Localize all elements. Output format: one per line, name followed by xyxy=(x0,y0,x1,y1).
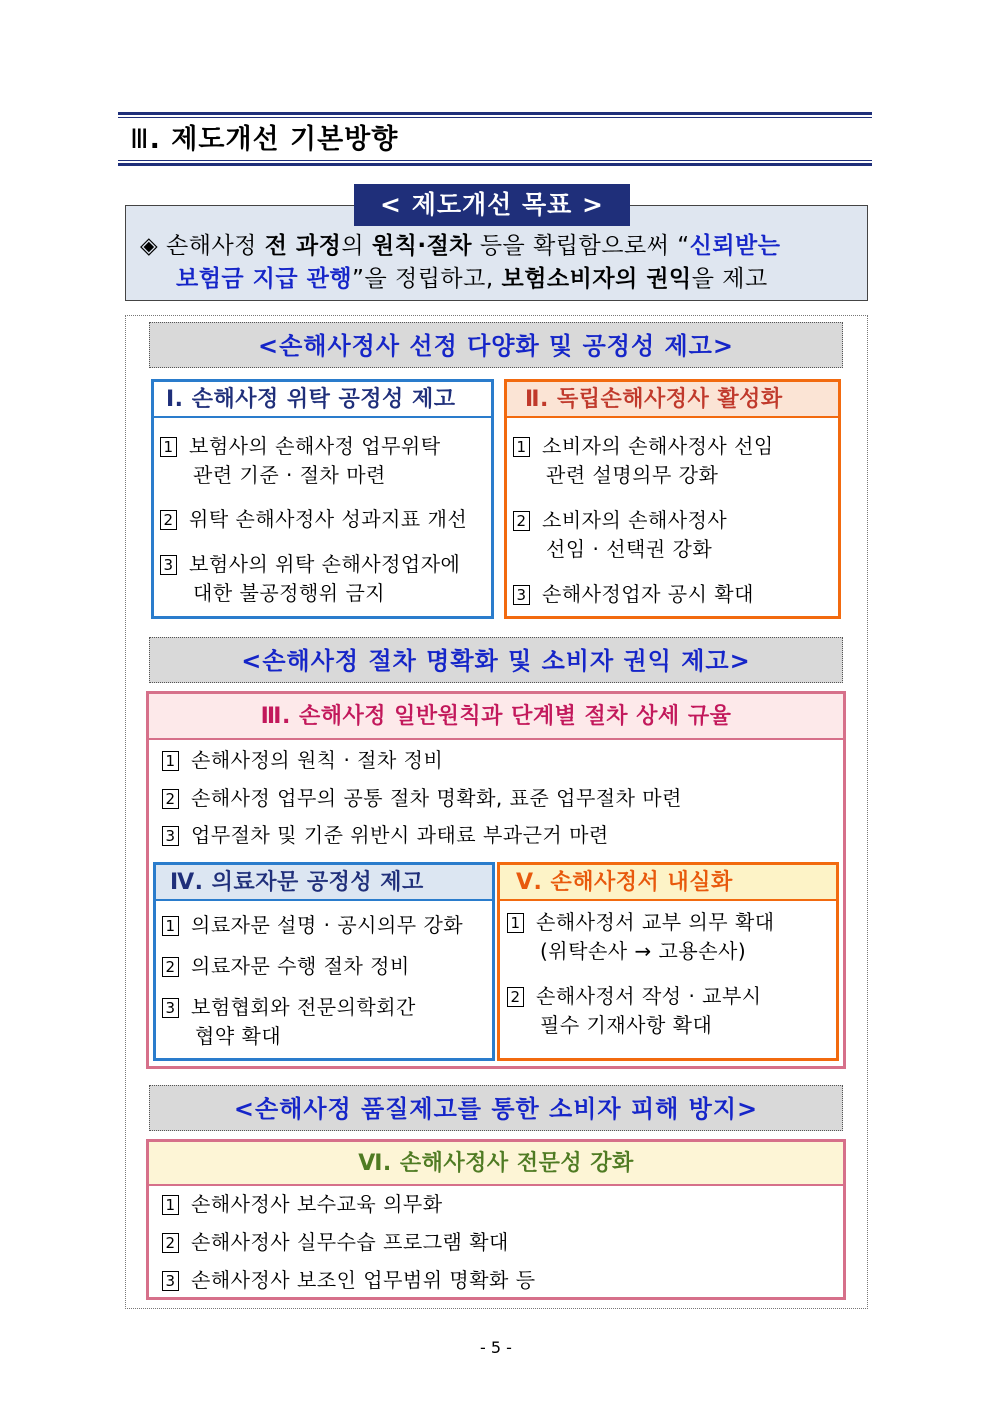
item-number: 2 xyxy=(162,957,179,977)
page-title xyxy=(130,120,398,160)
item-text: 손해사정서 교부 의무 확대 xyxy=(536,910,775,934)
goal-seg: 손해사정 xyxy=(158,233,265,259)
item-text: 손해사정업자 공시 확대 xyxy=(542,582,754,606)
title-text: . 제도개선 기본방향 xyxy=(149,124,399,155)
item-text: 손해사정사 실무수습 프로그램 확대 xyxy=(191,1230,509,1254)
list-item xyxy=(513,580,754,609)
section-title-2: Ⅱ. 독립손해사정사 활성화 xyxy=(507,382,838,418)
list-item xyxy=(162,911,463,940)
item-number: 1 xyxy=(160,437,177,457)
goal-tag: < 제도개선 목표 > xyxy=(354,184,630,226)
item-number: 2 xyxy=(513,511,530,531)
item-text: 대한 불공정행위 금지 xyxy=(193,581,386,605)
item-number: 3 xyxy=(162,826,179,846)
item-text: 손해사정 업무의 공통 절차 명확화, 표준 업무절차 마련 xyxy=(191,786,682,810)
section-box-4 xyxy=(153,862,495,1061)
goal-highlight: 보험금 지급 관행 xyxy=(176,266,353,292)
goal-seg: 등을 확립함으로써 “ xyxy=(472,233,690,259)
section-title-5: Ⅴ. 손해사정서 내실화 xyxy=(500,865,836,901)
item-text: 보험사의 손해사정 업무위탁 xyxy=(189,434,441,458)
list-item xyxy=(162,746,443,775)
list-item xyxy=(162,952,410,981)
item-text: 관련 기준 · 절차 마련 xyxy=(193,463,386,487)
header-rule-top xyxy=(118,112,872,115)
header-rule-top-thin xyxy=(118,117,872,118)
goal-highlight: 신뢰받는 xyxy=(689,233,781,259)
item-text: 손해사정사 보조인 업무범위 명확화 등 xyxy=(191,1268,536,1292)
section-box-2 xyxy=(504,379,841,619)
header-rule-bottom xyxy=(118,163,872,166)
list-item xyxy=(513,506,727,564)
item-number: 2 xyxy=(162,1233,179,1253)
list-item xyxy=(507,908,775,966)
goal-statement xyxy=(140,230,852,296)
item-number: 2 xyxy=(507,987,524,1007)
item-text: 필수 기재사항 확대 xyxy=(540,1013,713,1037)
item-number: 2 xyxy=(160,510,177,530)
list-item xyxy=(162,1266,536,1295)
section-title-6: Ⅵ. 손해사정사 전문성 강화 xyxy=(149,1142,843,1186)
item-number: 1 xyxy=(162,751,179,771)
category-bar-1: <손해사정사 선정 다양화 및 공정성 제고> xyxy=(149,322,843,368)
goal-seg: 의 xyxy=(341,233,372,259)
section-title-1: Ⅰ. 손해사정 위탁 공정성 제고 xyxy=(154,382,491,418)
page-number: - 5 - xyxy=(480,1338,512,1357)
list-item xyxy=(162,1190,443,1219)
section-box-6 xyxy=(146,1139,846,1300)
list-item xyxy=(507,982,762,1040)
list-item xyxy=(162,784,682,813)
item-text: 선임 · 선택권 강화 xyxy=(546,537,713,561)
list-item xyxy=(162,993,416,1051)
category-bar-2: <손해사정 절차 명확화 및 소비자 권익 제고> xyxy=(149,637,843,683)
item-number: 1 xyxy=(513,437,530,457)
item-text: 보험사의 위탁 손해사정업자에 xyxy=(189,552,461,576)
goal-seg: 을 제고 xyxy=(691,266,768,292)
section-title-3: Ⅲ. 손해사정 일반원칙과 단계별 절차 상세 규율 xyxy=(149,694,843,740)
item-number: 3 xyxy=(513,585,530,605)
diamond-bullet-icon: ◈ xyxy=(140,233,159,259)
section-box-1 xyxy=(151,379,494,619)
item-text: 의료자문 설명 · 공시의무 강화 xyxy=(191,913,464,937)
item-text: 소비자의 손해사정사 선임 xyxy=(542,434,774,458)
goal-seg: 전 과정 xyxy=(264,233,342,259)
item-text: 손해사정의 원칙 · 절차 정비 xyxy=(191,748,444,772)
list-item xyxy=(162,1228,509,1257)
item-text: 보험협회와 전문의학회간 xyxy=(191,995,416,1019)
list-item xyxy=(160,550,460,608)
item-number: 1 xyxy=(162,1195,179,1215)
title-numeral: Ⅲ xyxy=(130,124,150,155)
item-text: 소비자의 손해사정사 xyxy=(542,508,728,532)
list-item xyxy=(162,821,609,850)
item-text: 손해사정서 작성 · 교부시 xyxy=(536,984,762,1008)
list-item xyxy=(160,505,467,534)
item-number: 3 xyxy=(162,1271,179,1291)
header-rule-bottom-thin xyxy=(118,160,872,161)
item-number: 2 xyxy=(162,789,179,809)
item-text: 협약 확대 xyxy=(195,1024,282,1048)
section-box-5 xyxy=(497,862,839,1061)
item-text: (위탁손사 → 고용손사) xyxy=(540,939,747,963)
item-text: 손해사정사 보수교육 의무화 xyxy=(191,1192,443,1216)
list-item xyxy=(160,432,441,490)
category-bar-3: <손해사정 품질제고를 통한 소비자 피해 방지> xyxy=(149,1085,843,1131)
item-text: 의료자문 수행 절차 정비 xyxy=(191,954,410,978)
item-number: 1 xyxy=(507,913,524,933)
item-number: 3 xyxy=(162,998,179,1018)
item-text: 관련 설명의무 강화 xyxy=(546,463,719,487)
item-number: 3 xyxy=(160,555,177,575)
list-item xyxy=(513,432,774,490)
item-text: 업무절차 및 기준 위반시 과태료 부과근거 마련 xyxy=(191,823,609,847)
goal-seg: 원칙·절차 xyxy=(371,233,473,259)
item-number: 1 xyxy=(162,916,179,936)
item-text: 위탁 손해사정사 성과지표 개선 xyxy=(189,507,468,531)
section-title-4: Ⅳ. 의료자문 공정성 제고 xyxy=(156,865,492,901)
goal-seg: ”을 정립하고, xyxy=(352,266,502,292)
goal-seg: 보험소비자의 권익 xyxy=(501,266,692,292)
